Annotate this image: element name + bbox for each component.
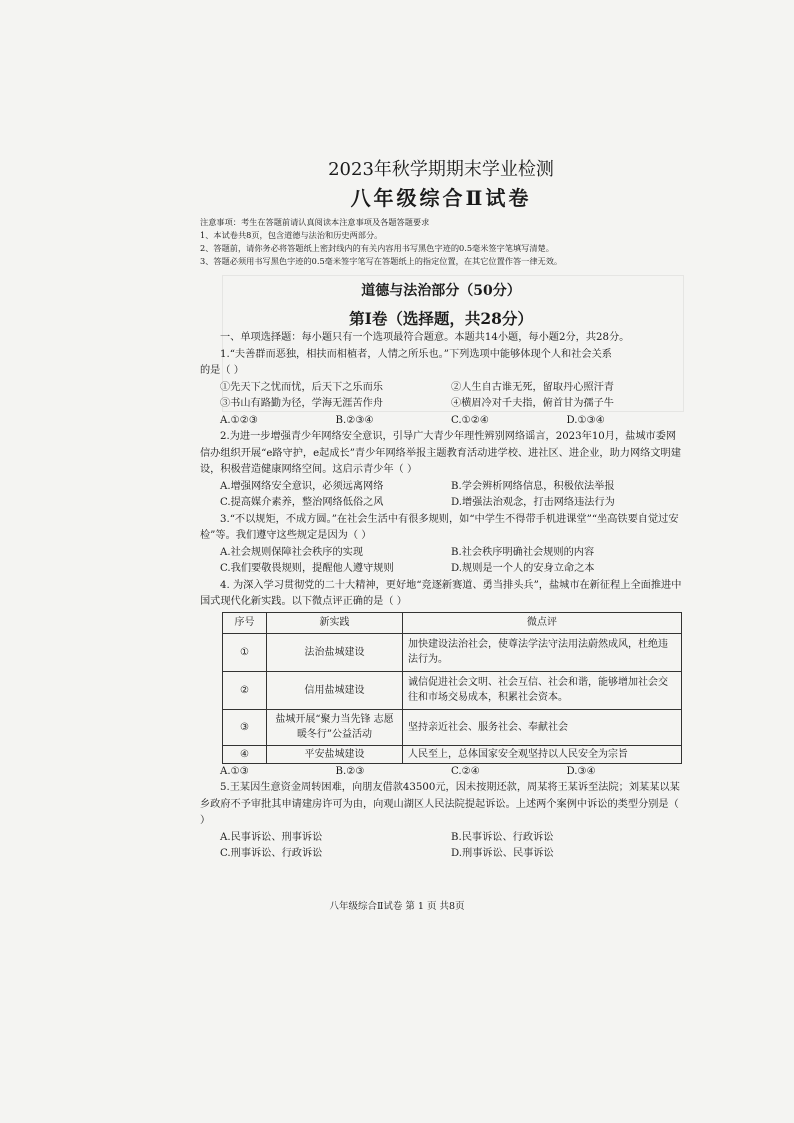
questions	[200, 330, 682, 863]
option: B.②③	[335, 765, 365, 777]
option: D.规则是一个人的安身立命之本	[451, 563, 595, 574]
exam-content	[200, 158, 682, 863]
table-cell: 诚信促进社会文明、社会互信、社会和谐，能够增加社会交往和市场交易成本，积累社会资本。	[403, 671, 682, 709]
question-stem-cont: 的是（ ）	[200, 365, 244, 376]
notice-line: 3、答题必须用书写黑色字迹的0.5毫米签字笔写在答题纸上的指定位置，在其它位置作答一律无效。	[200, 256, 563, 266]
question-5	[200, 780, 682, 863]
option: B.社会秩序明确社会规则的内容	[451, 546, 595, 558]
notice-line: 注意事项：考生在答题前请认真阅读本注意事项及各题答题要求	[200, 217, 430, 227]
table-cell: ③	[223, 709, 267, 745]
option: B.民事诉讼、行政诉讼	[451, 831, 554, 843]
option: D.③④	[566, 765, 596, 777]
question-4	[200, 578, 682, 781]
table-cell: 信用盐城建设	[267, 671, 403, 709]
page-footer: 八年级综合Ⅱ试卷 第 1 页 共8页	[329, 901, 465, 912]
statement: ①先天下之忧而忧，后天下之乐而乐	[220, 381, 383, 393]
option-list	[200, 479, 682, 512]
part-title: 第Ⅰ卷（选择题，共28分）	[349, 309, 533, 328]
table-header: 新实践	[267, 612, 403, 633]
option-list	[200, 830, 682, 863]
statement: ④横眉冷对千夫指，俯首甘为孺子牛	[451, 398, 614, 409]
question-stem: 4. 为深入学习贯彻党的二十大精神，更好地“竞逐新赛道、勇当排头兵”，盐城市在新征程上全面推进中国式现代化新实践。以下微点评正确的是（ ）	[200, 579, 682, 607]
table-row	[223, 633, 682, 671]
question-stem: 3.“不以规矩，不成方圆。”在社会生活中有很多规则，如“中学生不得带手机进课堂”“坐高铁要自觉过安检”等。我们遵守这些规定是因为（ ）	[200, 513, 679, 541]
question-3	[200, 512, 682, 578]
option: D.刑事诉讼、民事诉讼	[451, 848, 554, 859]
statement: ③书山有路勤为径，学海无涯苦作舟	[220, 398, 383, 409]
table-cell: 盐城开展“聚力当先锋 志愿暖冬行”公益活动	[267, 709, 403, 745]
notice-line: 1、本试卷共8页，包含道德与法治和历史两部分。	[200, 230, 383, 240]
table-cell: 人民至上，总体国家安全观坚持以人民安全为宗旨	[403, 745, 682, 763]
table-row	[223, 745, 682, 763]
statement: ②人生自古谁无死，留取丹心照汗青	[451, 381, 614, 393]
option: A.社会规则保障社会秩序的实现	[220, 546, 364, 558]
table-cell: ②	[223, 671, 267, 709]
option: A.民事诉讼、刑事诉讼	[220, 831, 323, 843]
option-list	[200, 764, 682, 781]
option: C.刑事诉讼、行政诉讼	[220, 848, 323, 859]
table-header-row	[223, 612, 682, 633]
section-title: 道德与法治部分（50分）	[361, 283, 521, 299]
statement-list	[200, 380, 682, 413]
practice-table	[222, 612, 682, 764]
table-cell: ①	[223, 633, 267, 671]
option: A.①③	[220, 765, 249, 777]
question-stem: 5.王某因生意资金周转困难，向朋友借款43500元，因未按期还款，周某将王某诉至法院；刘某某以某乡政府不予审批其申请建房许可为由，向观山湖区人民法院提起诉讼。上述两个案例中诉讼的类型分别是（ ）	[200, 782, 680, 826]
table-row	[223, 709, 682, 745]
option: C.我们要敬畏规则，提醒他人遵守规则	[220, 563, 394, 574]
option: D.①③④	[566, 414, 605, 426]
table-header: 序号	[223, 612, 267, 633]
question-1	[200, 347, 682, 430]
option: B.②③④	[335, 414, 374, 426]
table-cell: ④	[223, 745, 267, 763]
table-cell: 平安盐城建设	[267, 745, 403, 763]
question-2	[200, 429, 682, 512]
option: C.②④	[451, 765, 480, 777]
option-list	[200, 413, 682, 430]
question-stem: 1.“夫善群而恶独，相扶而相植者，人情之所乐也。”下列选项中能够体现个人和社会关系	[220, 348, 612, 360]
option: A.增强网络安全意识，必须远离网络	[220, 480, 384, 492]
notice-line: 2、答题前，请你务必将答题纸上密封线内的有关内容用书写黑色字迹的0.5毫米签字笔填写清楚。	[200, 243, 554, 253]
option: D.增强法治观念，打击网络违法行为	[451, 497, 615, 508]
table-row	[223, 671, 682, 709]
table-cell: 坚持亲近社会、服务社会、奉献社会	[403, 709, 682, 745]
table-header: 微点评	[403, 612, 682, 633]
option: B.学会辨析网络信息，积极依法举报	[451, 480, 615, 492]
exam-title: 2023年秋学期期末学业检测	[328, 159, 554, 180]
option: C.提高媒介素养，整治网络低俗之风	[220, 497, 384, 508]
notice-block	[200, 216, 682, 268]
option-list	[200, 545, 682, 578]
table-cell: 法治盐城建设	[267, 633, 403, 671]
option: A.①②③	[220, 414, 258, 426]
option: C.①②④	[451, 414, 490, 426]
table-cell: 加快建设法治社会，使尊法学法守法用法蔚然成风，杜绝违法行为。	[403, 633, 682, 671]
exam-subtitle: 八年级综合Ⅱ试卷	[350, 186, 532, 210]
instruction: 一、单项选择题：每小题只有一个选项最符合题意。本题共14小题，每小题2分，共28分。	[220, 332, 630, 343]
question-stem: 2.为进一步增强青少年网络安全意识，引导广大青少年理性辨别网络谣言，2023年10月，盐城市委网信办组织开展“e路守护，e起成长”青少年网络举报主题教育活动进学校、进社区、进企业，助力网络文明建设，积极营造健康网络空间。这启示青少年（ ）	[200, 431, 681, 475]
